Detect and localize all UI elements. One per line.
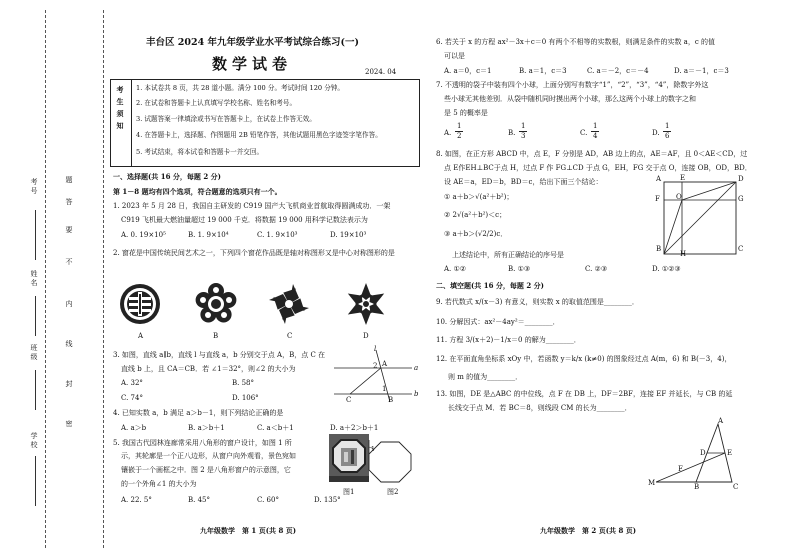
q6-option-c: C. a＝－2，c＝－4 [587,67,649,75]
q3-option-d: D. 106° [232,394,259,402]
q2-label-d: D [363,332,369,340]
q12-line-1: 12. 在平面直角坐标系 xOy 中，若函数 y＝k/x (k≠0) 的图象经过点 A(m，6) 和 B(－3，4)， [436,355,732,363]
q13-triangle-figure [652,420,738,488]
exam-no-line [35,210,36,260]
notice-item-1: 1. 本试卷共 8 页，共 28 道小题。满分 100 分。考试时间 120 分钟。 [136,84,344,92]
q7-line-3: 是 5 的概率是 [444,109,488,117]
notice-label: 考生须知 [116,86,125,134]
q8-line-1: 8. 如图，在正方形 ABCD 中，点 E，F 分别是 AD，AB 边上的点，AE＝AF，且 0＜AE＜CD，过 [436,150,748,158]
q5-option-c: C. 60° [257,496,279,504]
q1-line-1: 1. 2023 年 5 月 28 日，我国自主研发的 C919 国产大飞机商业首航取得圆满成功．一架 [113,202,391,210]
name-line [35,296,36,336]
notice-item-4: 4. 在答题卡上，选择题、作图题用 2B 铅笔作答，其他试题用黑色字迹签字笔作答。 [136,131,382,139]
q5-fig2-caption: 图2 [387,488,399,496]
q8-conclusion-2: ② 2√(a²＋b²)＜c； [444,211,507,219]
seal-char-3: 线 [65,340,73,349]
q7-option-c-prefix: C. [580,129,588,137]
q3-fig-angle-1: 1 [382,385,387,393]
q7-option-a-prefix: A. [444,129,452,137]
q9-text: 9. 若代数式 x/(x－3) 有意义，则实数 x 的取值范围是________． [436,298,639,306]
q8-fig-E: E [680,174,686,182]
q12-line-2: 则 m 的值为________． [448,373,523,381]
q8-fig-D: D [738,175,744,183]
q3-line-2: 直线 b 上，且 CA＝CB．若 ∠1＝32°，则∠2 的大小为 [121,365,296,373]
q1-option-d: D. 19×10³ [330,231,367,239]
q10-text: 10. 分解因式：ax²－4ay²＝________． [436,318,560,326]
q8-fig-C: C [738,245,744,253]
q3-line-1: 3. 如图，直线 a∥b，直线 l 与直线 a，b 分别交于点 A，B，点 C 在 [113,351,326,359]
seal-char-5: 不 [65,258,73,267]
school-label: 学校 [30,432,38,450]
q3-fig-A: A [382,360,388,368]
q4-option-b: B. a＞b＋1 [188,424,225,432]
q8-square-figure [662,180,738,256]
q8-fig-H: H [680,250,687,258]
q3-fig-a: a [414,364,419,372]
q13-fig-M: M [648,479,656,487]
q7-option-a-num: 1 [457,122,462,130]
q7-line-1: 7. 不透明的袋子中装有四个小球，上面分别写有数字“1”，“2”，“3”，“4”，除数字外这 [436,81,709,89]
q8-line-3: 设 AE＝a，ED＝b，BD＝c，给出下面三个结论： [444,178,603,186]
q3-figure [332,348,414,404]
subject-title: 数学试卷 [212,55,293,73]
seal-char-4: 内 [65,300,73,309]
q2-label-b: B [213,332,219,340]
q8-option-c: C. ②③ [585,265,608,273]
q3-option-b: B. 58° [232,379,255,387]
q5-line-3: 镶嵌于一个画框之中．图 2 是八角形窗户的示意图，它 [121,466,291,474]
q5-fig1-caption: 图1 [343,488,355,496]
q8-option-d: D. ①②③ [652,265,681,273]
window-flower-d [343,281,389,327]
q8-fig-A: A [656,175,662,183]
section1-title: 一、选择题(共 16 分，每题 2 分) [113,172,221,181]
q8-fig-F: F [655,195,660,203]
q7-option-c-num: 1 [593,122,598,130]
class-line [35,370,36,410]
q8-option-b: B. ①③ [508,265,531,273]
q1-line-2: C919 飞机最大燃油量超过 19 000 千克．将数据 19 000 用科学记数法表示为 [121,216,368,224]
q4-option-c: C. a＜b＋1 [257,424,294,432]
q13-line-1: 13. 如图，DE 是△ABC 的中位线，点 F 在 DB 上，DF＝2BF，连接 EF 并延长，与 CB 的延 [436,390,733,398]
q5-line-4: 的一个外角∠1 的大小为 [121,480,197,488]
q7-option-a-den: 2 [457,132,462,140]
q7-option-c-den: 4 [593,132,598,140]
seal-char-6: 要 [65,226,73,235]
q6-line-2: 可以是 [444,52,465,60]
q13-fig-E: E [727,449,733,457]
q13-line-2: 长线交于点 M．若 BC＝8，则线段 CM 的长为________． [448,404,632,412]
q8-fig-O: O [676,193,682,201]
name-label: 姓名 [30,270,38,288]
q8-fig-B: B [656,245,662,253]
q13-fig-B: B [694,483,700,491]
q7-option-b-den: 3 [521,132,526,140]
school-line [35,456,36,506]
seal-char-1: 密 [65,420,73,429]
q5-line-1: 5. 我国古代园林连廊常采用八角形的窗户设计，如图 1 所 [113,439,292,447]
q13-fig-A: A [718,417,724,425]
q3-option-c: C. 74° [121,394,143,402]
q2-label-c: C [287,332,293,340]
seal-char-7: 答 [65,198,73,207]
q13-fig-D: D [700,449,706,457]
q2-text: 2. 窗花是中国传统民间艺术之一，下列四个窗花作品既是轴对称图形又是中心对称图形的是 [113,249,395,257]
notice-item-2: 2. 在试卷和答题卡上认真填写学校名称、姓名和考号。 [136,99,297,107]
window-flower-a [118,282,162,326]
q13-fig-F: F [678,465,683,473]
q7-option-d-den: 6 [665,132,670,140]
q4-option-a: A. a＞b [121,424,147,432]
exam-date: 2024. 04 [365,68,397,76]
q8-option-a: A. ①② [444,265,467,273]
q2-label-a: A [138,332,144,340]
q3-fig-l: l [374,345,377,353]
seal-char-2: 封 [65,380,73,389]
seal-dashed-line-outer [45,10,46,548]
notice-item-3: 3. 试题答案一律填涂或书写在答题卡上，在试卷上作答无效。 [136,115,316,123]
q8-conclusion-1: ① a＋b＞√(a²＋b²)； [444,193,514,201]
q7-line-2: 些小球无其他差别．从袋中随机同时摸出两个小球，那么这两个小球上的数字之和 [444,95,696,103]
seal-dashed-line-inner [103,10,104,548]
q7-option-b-prefix: B. [508,129,516,137]
exam-title: 丰台区 2024 年九年级学业水平考试综合练习(一) [146,37,360,48]
notice-item-5: 5. 考试结束，将本试卷和答题卡一并交回。 [136,148,264,156]
q7-option-d-num: 1 [665,122,670,130]
q8-ask: 上述结论中，所有正确结论的序号是 [452,251,564,259]
q3-fig-angle-2: 2 [373,362,378,370]
class-label: 班级 [30,344,38,362]
q5-angle-label: 1 [371,446,375,453]
notice-divider [131,79,132,166]
q11-text: 11. 方程 3/(x＋2)－1/x＝0 的解为________． [436,336,581,344]
q3-fig-B: B [388,396,394,404]
q5-option-a: A. 22. 5° [121,496,152,504]
q5-photo-octagon-window [329,434,369,482]
q4-text: 4. 已知实数 a，b 满足 a＞b－1，则下列结论正确的是 [113,409,284,417]
q3-fig-C: C [346,396,352,404]
q6-line-1: 6. 若关于 x 的方程 ax²－3x＋c＝0 有两个不相等的实数根，则满足条件的实数 a，c 的值 [436,38,715,46]
q7-option-b-num: 1 [521,122,526,130]
q8-conclusion-3: ③ a＋b＞(√2/2)c． [444,230,508,238]
q1-option-a: A. 0. 19×10⁵ [121,231,166,239]
q13-fig-C: C [733,483,739,491]
q5-option-d: D. 135° [314,496,341,504]
q5-line-2: 示，其轮廓是一个正八边形，从窗户向外观看，景色宛如 [121,452,296,460]
q6-option-d: D. a＝－1，c＝3 [674,67,729,75]
window-flower-b [193,281,239,327]
q8-line-2: 点 E作EH⊥BC于点 H，过点 F 作 FG⊥CD 于点 G，EH，FG 交于点 O，连接 OB，OD，BD． [444,164,752,172]
q6-option-b: B. a＝1，c＝3 [519,67,567,75]
q3-option-a: A. 32° [121,379,143,387]
q8-fig-G: G [738,195,744,203]
q4-option-d: D. a＋2＞b＋1 [330,424,379,432]
seal-char-8: 题 [65,176,73,185]
footer-page-2: 九年级数学 第 2 页(共 8 页) [540,526,637,535]
window-flower-c [266,281,312,327]
footer-page-1: 九年级数学 第 1 页(共 8 页) [200,526,297,535]
q1-option-b: B. 1. 9×10⁴ [188,231,229,239]
section1-note: 第 1－8 题均有四个选项，符合题意的选项只有一个。 [113,187,282,196]
q3-fig-b: b [414,390,419,398]
q7-option-d-prefix: D. [652,129,660,137]
exam-no-label: 考号 [30,178,38,196]
q6-option-a: A. a＝0，c＝1 [444,67,492,75]
section2-title: 二、填空题(共 16 分，每题 2 分) [436,281,544,290]
q5-option-b: B. 45° [188,496,211,504]
q1-option-c: C. 1. 9×10³ [257,231,298,239]
